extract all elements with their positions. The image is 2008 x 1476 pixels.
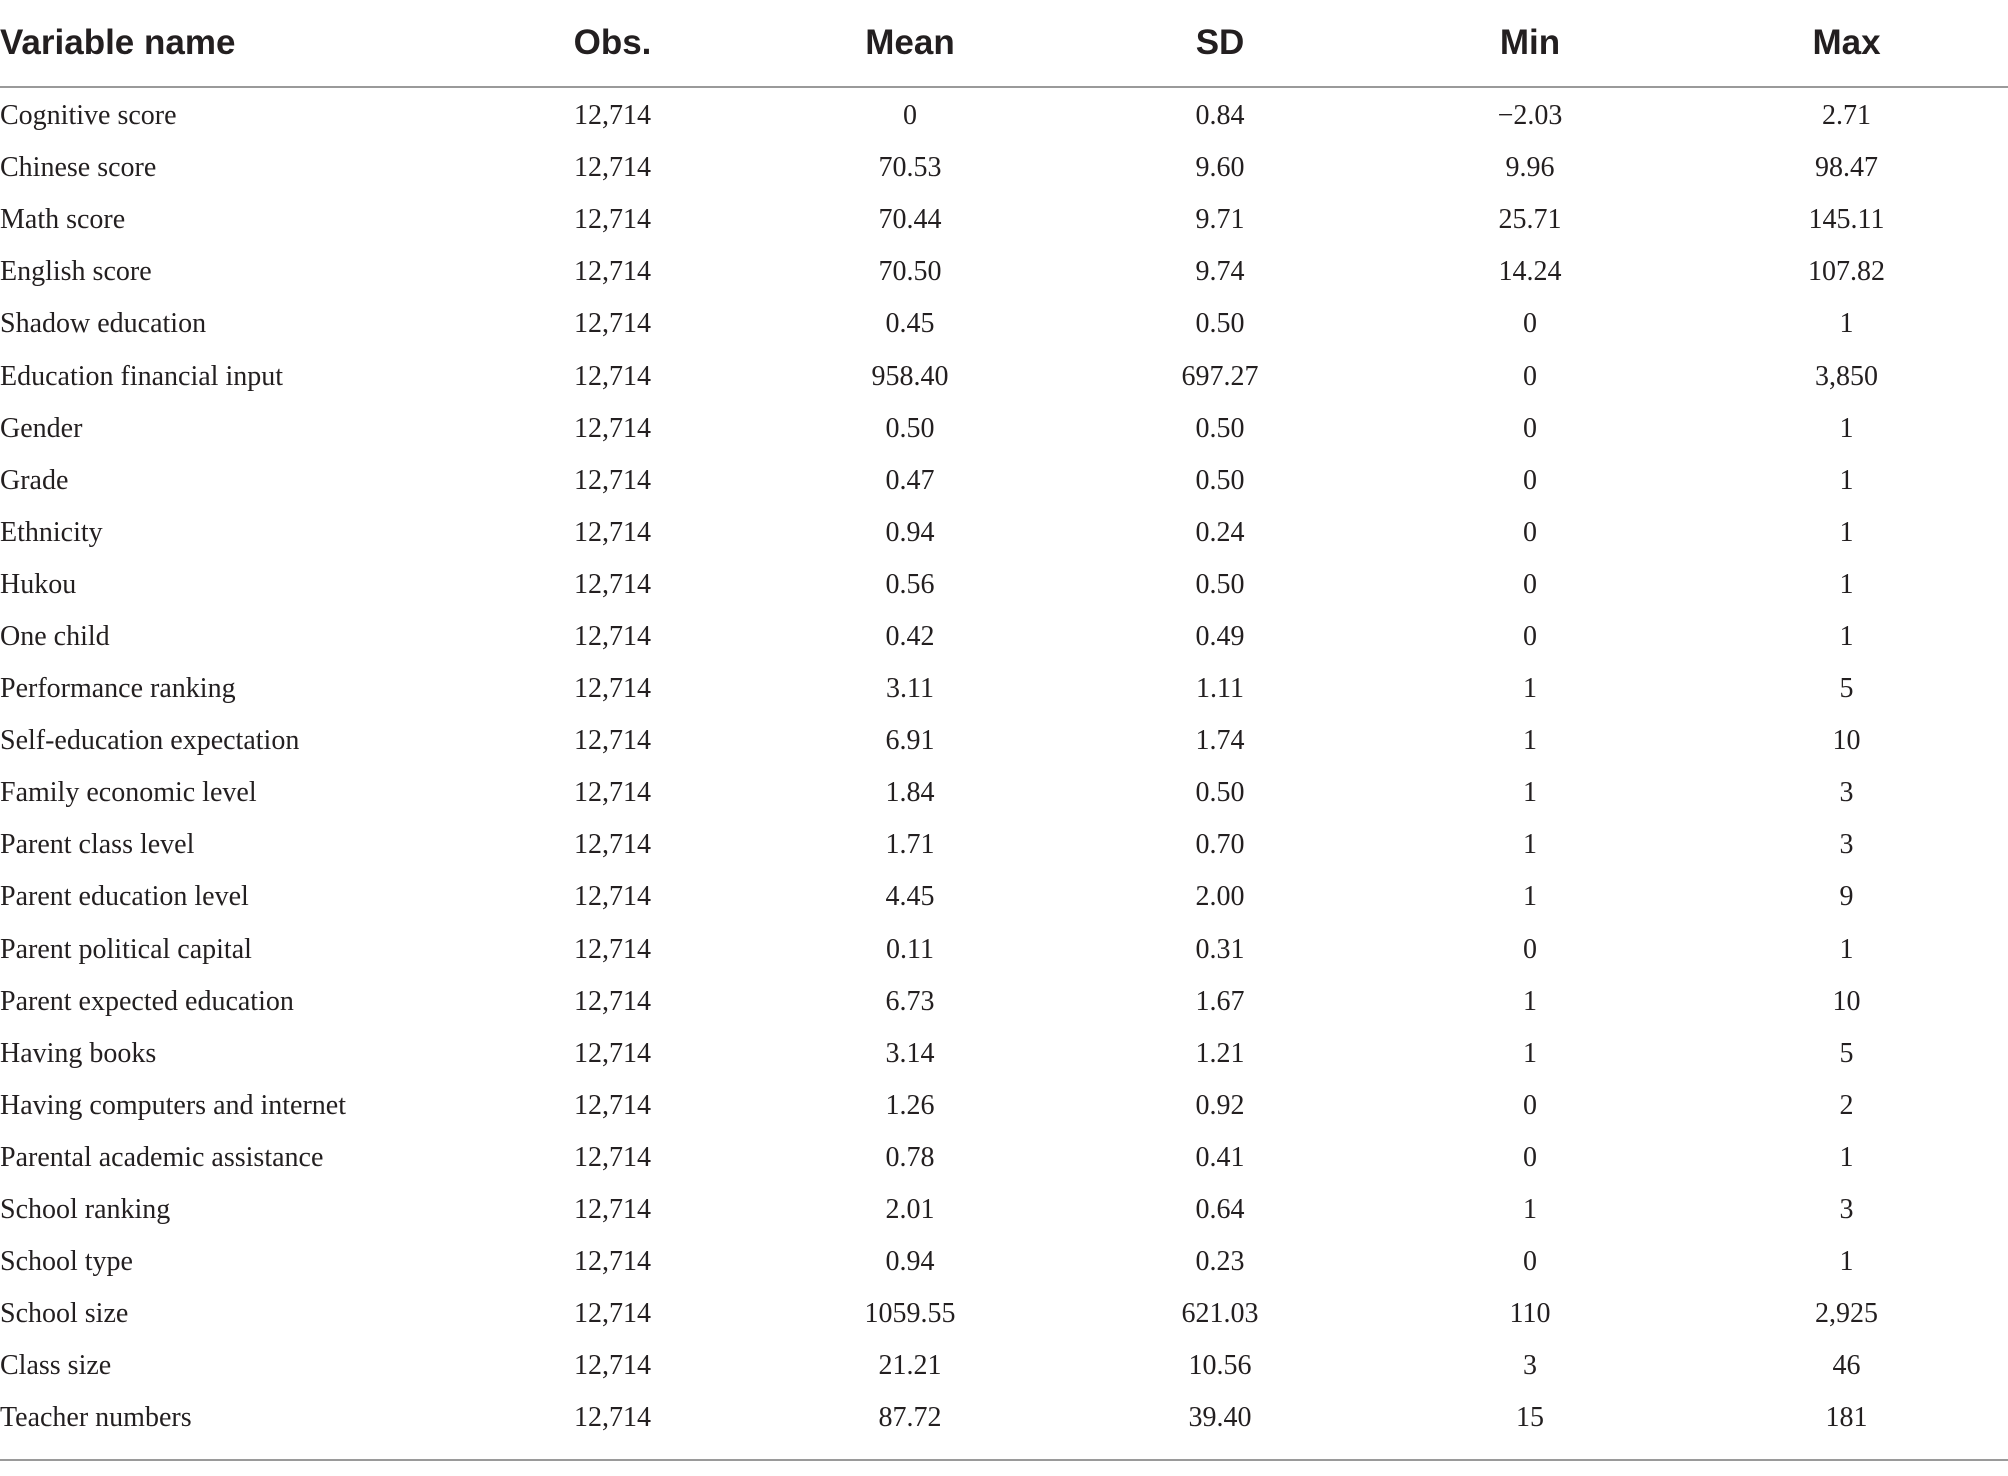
cell-sd: 10.56 bbox=[1188, 1350, 1252, 1382]
cell-sd: 0.50 bbox=[1195, 568, 1245, 600]
table-row bbox=[0, 767, 2008, 819]
cell-sd: 0.64 bbox=[1195, 1194, 1245, 1226]
cell-obs: 12,714 bbox=[574, 1350, 651, 1382]
table-bottom-rule bbox=[0, 1459, 2008, 1461]
cell-mean: 0.78 bbox=[885, 1141, 935, 1173]
cell-obs: 12,714 bbox=[574, 1402, 651, 1434]
cell-mean: 0.47 bbox=[885, 464, 935, 496]
cell-max: 181 bbox=[1825, 1402, 1868, 1434]
cell-variable-name: Cognitive score bbox=[0, 100, 177, 132]
cell-variable-name: School size bbox=[0, 1298, 129, 1330]
cell-obs: 12,714 bbox=[574, 725, 651, 757]
cell-mean: 21.21 bbox=[878, 1350, 942, 1382]
table-row bbox=[0, 1236, 2008, 1288]
cell-min: 1 bbox=[1523, 1194, 1537, 1226]
cell-mean: 3.14 bbox=[885, 1037, 935, 1069]
cell-variable-name: Hukou bbox=[0, 568, 77, 600]
cell-sd: 621.03 bbox=[1181, 1298, 1259, 1330]
table-row bbox=[0, 1184, 2008, 1236]
cell-min: 0 bbox=[1523, 933, 1537, 965]
cell-min: 14.24 bbox=[1498, 256, 1562, 288]
table-row bbox=[0, 1028, 2008, 1080]
cell-variable-name: Math score bbox=[0, 204, 126, 236]
cell-sd: 1.21 bbox=[1195, 1037, 1245, 1069]
cell-min: 1 bbox=[1523, 1037, 1537, 1069]
cell-mean: 2.01 bbox=[885, 1194, 935, 1226]
cell-obs: 12,714 bbox=[574, 516, 651, 548]
table-row bbox=[0, 1132, 2008, 1184]
cell-max: 1 bbox=[1839, 1246, 1854, 1278]
cell-sd: 1.67 bbox=[1195, 985, 1245, 1017]
cell-mean: 4.45 bbox=[885, 881, 935, 913]
cell-max: 10 bbox=[1832, 725, 1861, 757]
cell-mean: 1.71 bbox=[885, 829, 935, 861]
header-min: Min bbox=[1375, 0, 1685, 87]
cell-min: 1 bbox=[1523, 777, 1537, 809]
cell-variable-name: Gender bbox=[0, 412, 83, 444]
cell-mean: 0.11 bbox=[886, 933, 934, 965]
cell-variable-name: English score bbox=[0, 256, 152, 288]
header-max: Max bbox=[1685, 0, 2008, 87]
table-row bbox=[0, 350, 2008, 402]
cell-variable-name: Self-education expectation bbox=[0, 725, 300, 757]
cell-mean: 1.26 bbox=[885, 1089, 935, 1121]
cell-min: 1 bbox=[1523, 673, 1537, 705]
cell-max: 1 bbox=[1839, 933, 1854, 965]
table-row bbox=[0, 715, 2008, 767]
table-row bbox=[0, 1340, 2008, 1392]
cell-variable-name: One child bbox=[0, 620, 110, 652]
cell-variable-name: Having books bbox=[0, 1037, 157, 1069]
cell-obs: 12,714 bbox=[574, 1089, 651, 1121]
cell-mean: 0.42 bbox=[885, 620, 935, 652]
cell-sd: 9.60 bbox=[1195, 152, 1245, 184]
cell-sd: 9.74 bbox=[1195, 256, 1245, 288]
cell-min: 3 bbox=[1523, 1350, 1537, 1382]
cell-variable-name: Parental academic assistance bbox=[0, 1141, 324, 1173]
cell-obs: 12,714 bbox=[574, 933, 651, 965]
table-body bbox=[0, 87, 2008, 1444]
cell-max: 3 bbox=[1839, 777, 1854, 809]
cell-min: 0 bbox=[1523, 568, 1537, 600]
cell-max: 107.82 bbox=[1808, 256, 1885, 288]
table-row bbox=[0, 1392, 2008, 1444]
cell-obs: 12,714 bbox=[574, 1246, 651, 1278]
cell-min: 0 bbox=[1523, 412, 1537, 444]
cell-max: 46 bbox=[1832, 1350, 1861, 1382]
cell-variable-name: School type bbox=[0, 1246, 133, 1278]
cell-mean: 0.56 bbox=[885, 568, 935, 600]
cell-sd: 0.50 bbox=[1195, 412, 1245, 444]
cell-variable-name: Class size bbox=[0, 1350, 112, 1382]
cell-obs: 12,714 bbox=[574, 204, 651, 236]
cell-mean: 0.50 bbox=[885, 412, 935, 444]
table-row bbox=[0, 194, 2008, 246]
cell-mean: 70.44 bbox=[878, 204, 942, 236]
cell-max: 145.11 bbox=[1808, 204, 1885, 236]
cell-obs: 12,714 bbox=[574, 1037, 651, 1069]
cell-sd: 0.31 bbox=[1195, 933, 1245, 965]
cell-mean: 6.91 bbox=[885, 725, 935, 757]
cell-obs: 12,714 bbox=[574, 152, 651, 184]
cell-variable-name: Chinese score bbox=[0, 152, 157, 184]
cell-mean: 1.84 bbox=[885, 777, 935, 809]
cell-max: 2.71 bbox=[1822, 100, 1871, 132]
cell-mean: 70.50 bbox=[878, 256, 942, 288]
cell-max: 5 bbox=[1839, 1037, 1854, 1069]
cell-min: 0 bbox=[1523, 360, 1537, 392]
cell-max: 10 bbox=[1832, 985, 1861, 1017]
table-row bbox=[0, 819, 2008, 871]
cell-min: 1 bbox=[1523, 829, 1537, 861]
table-row bbox=[0, 871, 2008, 923]
cell-mean: 3.11 bbox=[886, 673, 934, 705]
cell-min: 15 bbox=[1516, 1402, 1544, 1434]
cell-max: 3 bbox=[1839, 1194, 1854, 1226]
cell-max: 3,850 bbox=[1815, 360, 1878, 392]
cell-variable-name: Parent class level bbox=[0, 829, 195, 861]
cell-obs: 12,714 bbox=[574, 1141, 651, 1173]
header-sd: SD bbox=[1065, 0, 1375, 87]
cell-mean: 6.73 bbox=[885, 985, 935, 1017]
cell-variable-name: Family economic level bbox=[0, 777, 257, 809]
cell-max: 2,925 bbox=[1815, 1298, 1878, 1330]
cell-max: 1 bbox=[1839, 464, 1854, 496]
cell-obs: 12,714 bbox=[574, 412, 651, 444]
cell-sd: 0.50 bbox=[1195, 464, 1245, 496]
cell-mean: 87.72 bbox=[878, 1402, 942, 1434]
cell-min: 1 bbox=[1523, 725, 1537, 757]
cell-sd: 1.11 bbox=[1196, 673, 1244, 705]
cell-min: 0 bbox=[1523, 1246, 1537, 1278]
cell-variable-name: Education financial input bbox=[0, 360, 284, 392]
table-header bbox=[0, 0, 2008, 87]
cell-sd: 0.84 bbox=[1195, 100, 1245, 132]
cell-max: 1 bbox=[1839, 516, 1854, 548]
cell-mean: 0.94 bbox=[885, 1246, 935, 1278]
header-obs: Obs. bbox=[470, 0, 755, 87]
cell-max: 1 bbox=[1839, 568, 1854, 600]
cell-sd: 0.70 bbox=[1195, 829, 1245, 861]
cell-sd: 0.41 bbox=[1195, 1141, 1245, 1173]
cell-max: 1 bbox=[1839, 1141, 1854, 1173]
table-row bbox=[0, 924, 2008, 976]
table-row bbox=[0, 507, 2008, 559]
cell-variable-name: Teacher numbers bbox=[0, 1402, 192, 1434]
cell-variable-name: Parent expected education bbox=[0, 985, 294, 1017]
cell-mean: 958.40 bbox=[871, 360, 949, 392]
table-row bbox=[0, 559, 2008, 611]
table-row bbox=[0, 87, 2008, 142]
cell-max: 9 bbox=[1839, 881, 1854, 913]
cell-sd: 0.92 bbox=[1195, 1089, 1245, 1121]
table-row bbox=[0, 455, 2008, 507]
header-mean: Mean bbox=[755, 0, 1065, 87]
cell-obs: 12,714 bbox=[574, 308, 651, 340]
table-row bbox=[0, 403, 2008, 455]
cell-variable-name: Performance ranking bbox=[0, 673, 236, 705]
cell-variable-name: Having computers and internet bbox=[0, 1089, 347, 1121]
cell-min: 1 bbox=[1523, 881, 1537, 913]
cell-min: 0 bbox=[1523, 464, 1537, 496]
cell-sd: 2.00 bbox=[1195, 881, 1245, 913]
cell-obs: 12,714 bbox=[574, 256, 651, 288]
cell-min: 9.96 bbox=[1505, 152, 1555, 184]
cell-sd: 0.50 bbox=[1195, 777, 1245, 809]
table-row bbox=[0, 1080, 2008, 1132]
cell-mean: 1059.55 bbox=[864, 1298, 956, 1330]
cell-mean: 70.53 bbox=[878, 152, 942, 184]
cell-min: 0 bbox=[1523, 308, 1537, 340]
cell-variable-name: School ranking bbox=[0, 1194, 171, 1226]
cell-sd: 9.71 bbox=[1195, 204, 1245, 236]
cell-obs: 12,714 bbox=[574, 829, 651, 861]
header-variable-name: Variable name bbox=[0, 0, 470, 87]
cell-max: 5 bbox=[1839, 673, 1854, 705]
cell-min: 0 bbox=[1523, 620, 1537, 652]
cell-obs: 12,714 bbox=[574, 985, 651, 1017]
cell-min: 25.71 bbox=[1498, 204, 1562, 236]
cell-obs: 12,714 bbox=[574, 1194, 651, 1226]
cell-obs: 12,714 bbox=[574, 1298, 651, 1330]
cell-obs: 12,714 bbox=[574, 673, 651, 705]
cell-obs: 12,714 bbox=[574, 100, 651, 132]
cell-sd: 1.74 bbox=[1195, 725, 1245, 757]
cell-obs: 12,714 bbox=[574, 360, 651, 392]
cell-mean: 0 bbox=[903, 100, 917, 132]
table-row bbox=[0, 1288, 2008, 1340]
table-row bbox=[0, 142, 2008, 194]
cell-max: 1 bbox=[1839, 412, 1854, 444]
cell-sd: 39.40 bbox=[1188, 1402, 1252, 1434]
cell-min: 110 bbox=[1509, 1298, 1551, 1330]
cell-variable-name: Shadow education bbox=[0, 308, 207, 340]
cell-mean: 0.45 bbox=[885, 308, 935, 340]
cell-variable-name: Parent education level bbox=[0, 881, 249, 913]
cell-min: 0 bbox=[1523, 1141, 1537, 1173]
cell-min: 0 bbox=[1523, 516, 1537, 548]
cell-max: 3 bbox=[1839, 829, 1854, 861]
table-row bbox=[0, 976, 2008, 1028]
cell-obs: 12,714 bbox=[574, 464, 651, 496]
cell-max: 1 bbox=[1839, 620, 1854, 652]
cell-sd: 0.50 bbox=[1195, 308, 1245, 340]
cell-obs: 12,714 bbox=[574, 881, 651, 913]
cell-sd: 0.49 bbox=[1195, 620, 1245, 652]
cell-variable-name: Grade bbox=[0, 464, 69, 496]
cell-obs: 12,714 bbox=[574, 620, 651, 652]
cell-obs: 12,714 bbox=[574, 568, 651, 600]
cell-min: 0 bbox=[1523, 1089, 1537, 1121]
cell-max: 1 bbox=[1839, 308, 1854, 340]
cell-min: 1 bbox=[1523, 985, 1537, 1017]
cell-variable-name: Parent political capital bbox=[0, 933, 252, 965]
cell-sd: 0.23 bbox=[1195, 1246, 1245, 1278]
cell-max: 98.47 bbox=[1815, 152, 1878, 184]
table-row bbox=[0, 298, 2008, 350]
cell-min: −2.03 bbox=[1497, 100, 1563, 132]
cell-max: 2 bbox=[1839, 1089, 1854, 1121]
cell-mean: 0.94 bbox=[885, 516, 935, 548]
table-row bbox=[0, 663, 2008, 715]
cell-sd: 0.24 bbox=[1195, 516, 1245, 548]
header-row bbox=[0, 0, 2008, 87]
cell-sd: 697.27 bbox=[1181, 360, 1259, 392]
table-row bbox=[0, 611, 2008, 663]
cell-variable-name: Ethnicity bbox=[0, 516, 103, 548]
table-row bbox=[0, 246, 2008, 298]
cell-obs: 12,714 bbox=[574, 777, 651, 809]
